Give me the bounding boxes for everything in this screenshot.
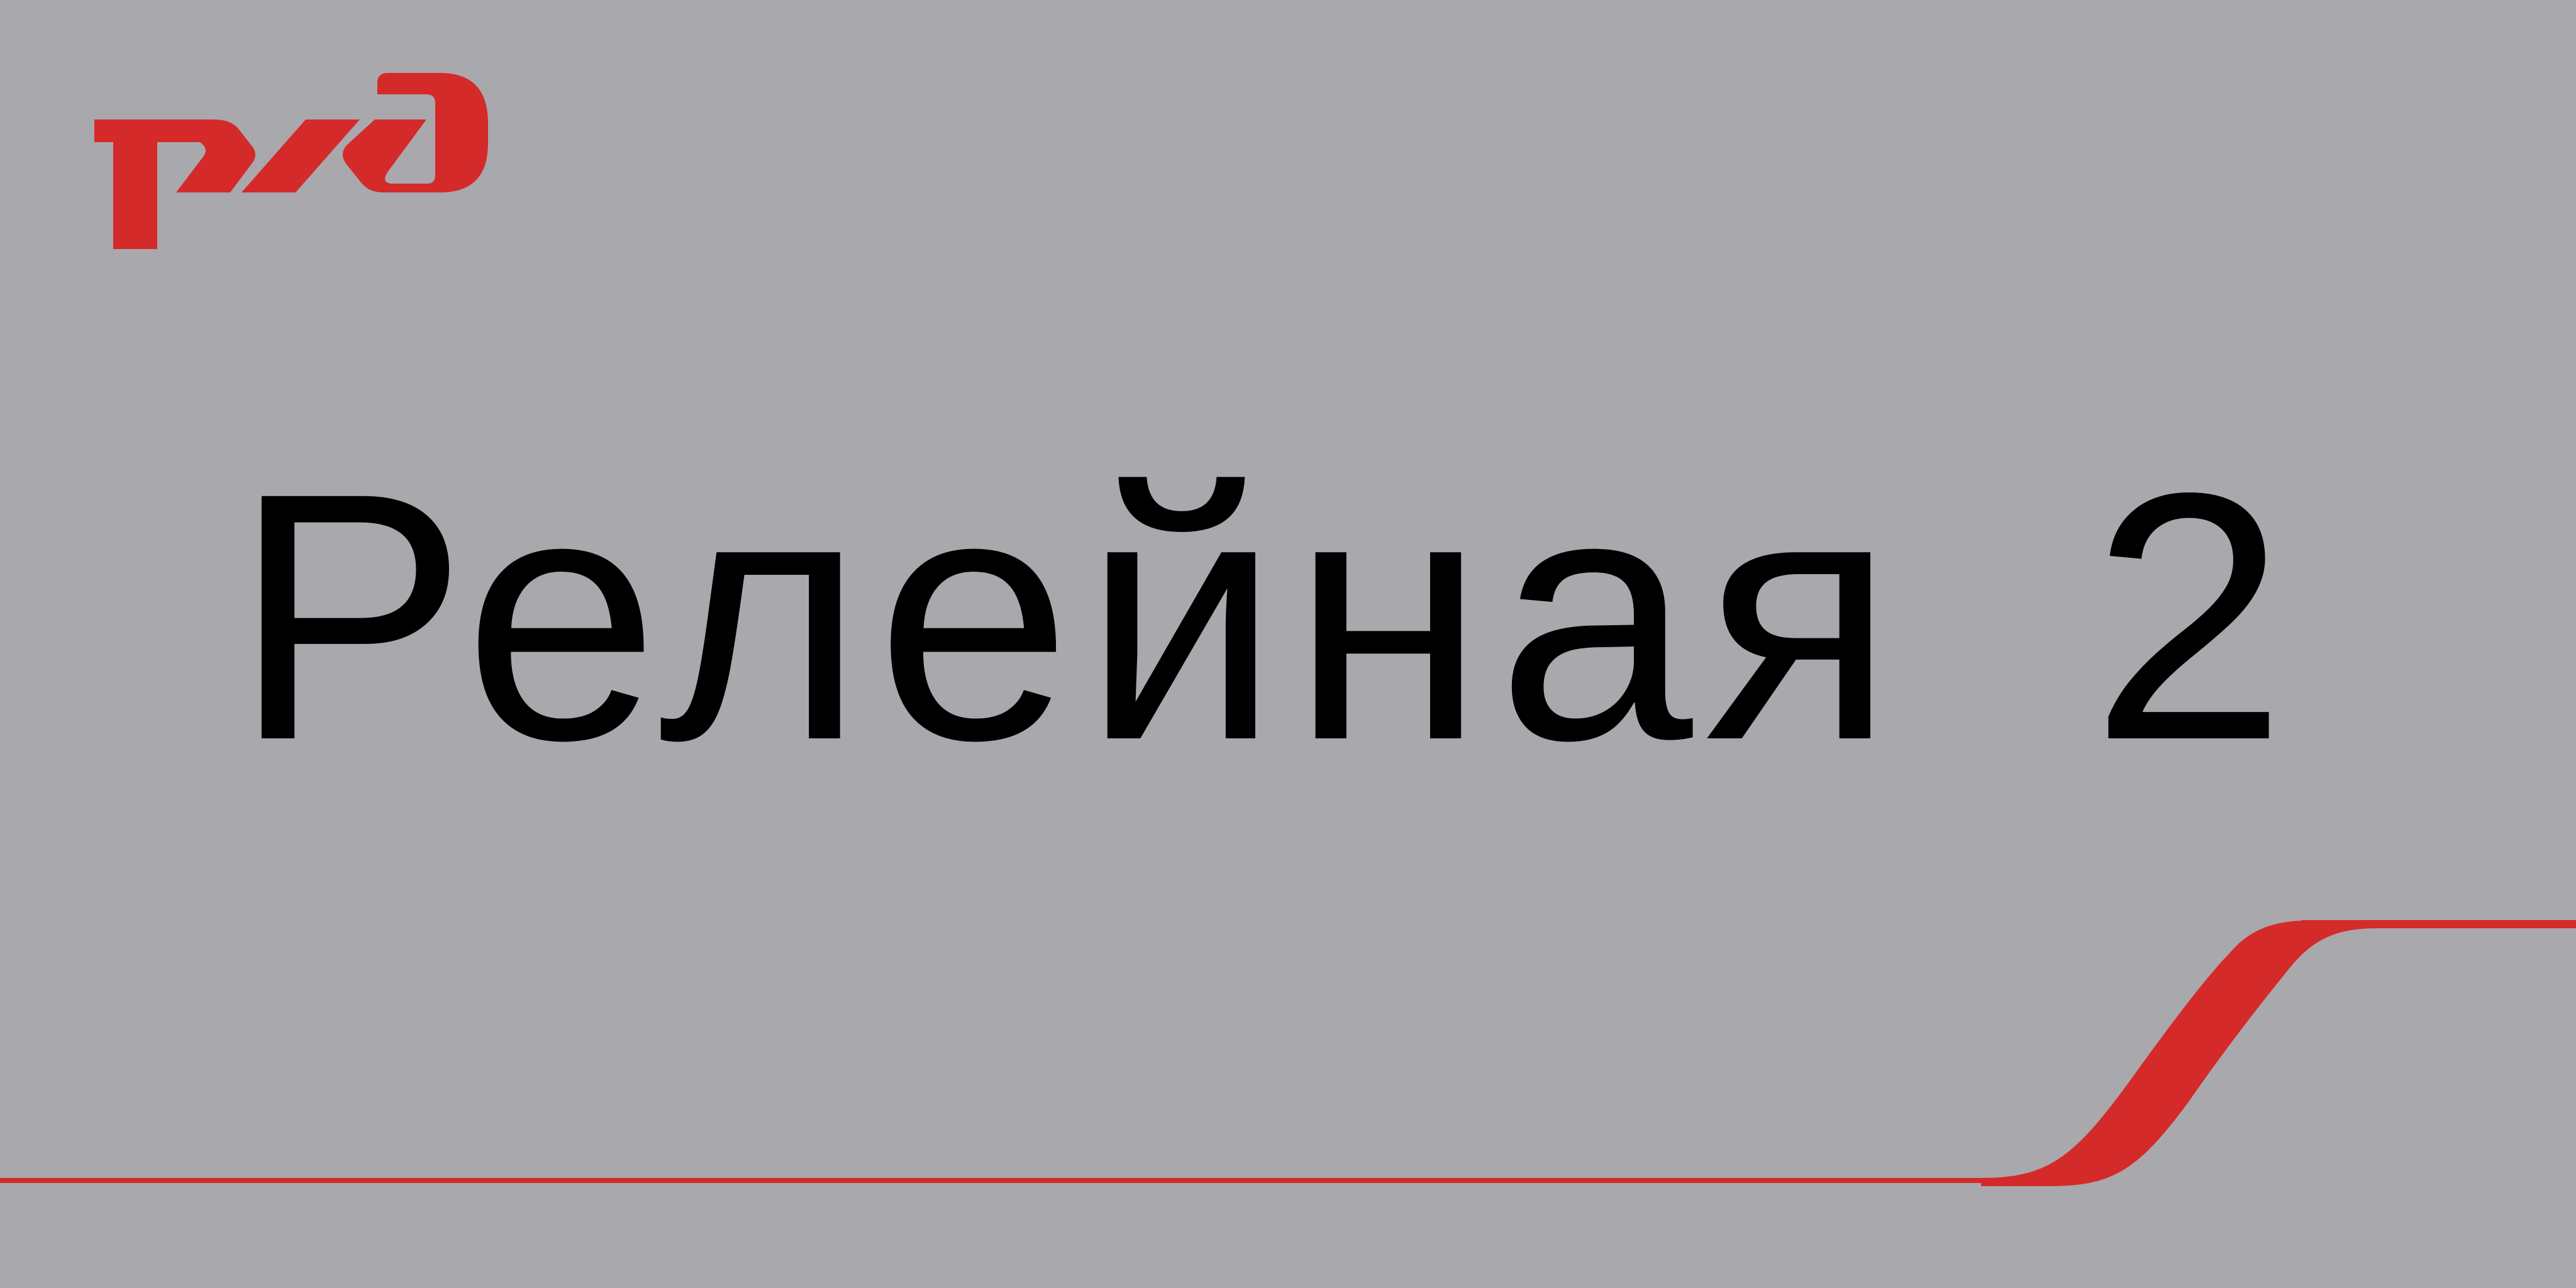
station-name: Релейная 2 [233,419,2298,813]
upper-line [2302,920,2576,928]
rzd-logo [88,69,491,258]
baseline-line [0,1178,2000,1183]
swoosh-band [1981,920,2576,1186]
